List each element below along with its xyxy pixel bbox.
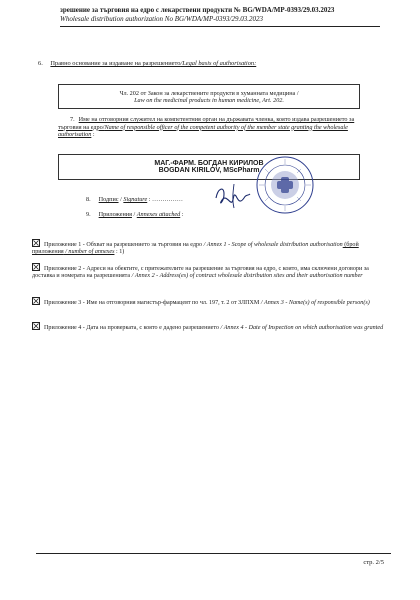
checkbox-checked-icon — [32, 239, 40, 247]
annex-item — [32, 296, 387, 307]
annex-item — [32, 262, 387, 281]
annex-item — [32, 238, 387, 257]
document-header — [60, 6, 400, 27]
section-6 — [38, 60, 256, 67]
annex-3-bg: Приложение 3 - Име на отговорния магистър-фармацевт по чл. 197, т. 2 от ЗЛПХМ — [44, 300, 260, 306]
header-rule — [60, 26, 380, 27]
section-9-label-en: Annexes attached — [136, 211, 181, 218]
section-9-suffix: : — [180, 211, 184, 218]
section-8: 8. Подпис / Signature : …………… — [86, 196, 183, 203]
officer-name-en: BOGDAN KIRILOV, MScPharm — [158, 167, 260, 174]
annex-1-bg: Приложение 1 - Обхват на разрешението за търговия на едро — [44, 242, 203, 248]
checkbox-checked-icon — [32, 263, 40, 271]
checkbox-checked-icon — [32, 297, 40, 305]
officer-name-bg: МАГ.-ФАРМ. БОГДАН КИРИЛОВ — [154, 160, 264, 167]
section-8-dots: : …………… — [147, 196, 183, 203]
section-7 — [58, 116, 358, 139]
section-8-label-en: Signature — [123, 196, 148, 203]
legal-basis-box — [58, 84, 360, 109]
annex-1-extra-en: / number of annexes — [63, 249, 115, 256]
annex-1-extra-bg: (брой приложения — [32, 242, 359, 256]
annex-1-en: / Annex 1 - Scope of wholesale distribution authorisation — [202, 242, 343, 248]
footer-rule — [36, 553, 391, 554]
legal-basis-bg: Чл. 202 от Закон за лекарствените продукти в хуманната медицина / — [119, 89, 299, 97]
section-9-number: 9. — [86, 211, 91, 218]
signature-image — [212, 180, 252, 212]
section-9-label-bg: Приложения — [98, 211, 132, 218]
annex-4-en: / Annex 4 - Date of Inspection on which authorisation was granted — [218, 325, 384, 331]
header-line-en: Wholesale distribution authorization No BG/WDA/MP-0393/29.03.2023 — [60, 15, 263, 23]
annex-item — [32, 321, 387, 332]
official-seal-stamp — [255, 155, 315, 215]
annex-2-bg: Приложение 2 - Адреси на обектите, с притежателите на разрешение за търговия на едро, с които, има сключени договори за доставка и номерата на разрешенията — [32, 266, 369, 280]
legal-basis-en: Law on the medicinal products in human medicine, Art. 202. — [134, 96, 284, 104]
annex-4-bg: Приложение 4 - Дата на проверката, с която е дадено разрешението — [44, 325, 219, 331]
section-7-text-en: Name of responsible officer of the competent authority of the member state granting the wholesale authorisation — [58, 123, 348, 139]
section-6-number: 6. — [38, 60, 43, 67]
section-7-suffix: : — [91, 131, 95, 139]
checkbox-checked-icon — [32, 322, 40, 330]
section-8-number: 8. — [86, 196, 91, 203]
annex-1-extra-val: : 1) — [114, 249, 125, 256]
section-6-label-en: /Legal basis of authorisation: — [180, 60, 257, 67]
section-7-number: 7. — [70, 116, 75, 123]
page-number: стр. 2/5 — [363, 559, 384, 566]
section-6-label-bg: Правно основание за издаване на разрешението — [50, 60, 181, 67]
section-9: 9. Приложения / Annexes attached : — [86, 211, 184, 218]
header-line-bg: зрешение за търговия на едро с лекарствени продукти № BG/WDA/MP-0393/29.03.2023 — [60, 6, 335, 14]
section-8-label-bg: Подпис — [98, 196, 119, 203]
annex-3-en: / Annex 3 - Name(s) of responsible person(s) — [259, 300, 370, 306]
annex-2-en: / Annex 2 - Address(es) of contract wholesale distribution sites and their authorisation number — [130, 273, 363, 280]
section-7-text-bg: Име на отговорния служител на компетентния орган на държавата членка, която издава разрешението за търговия на едро/ — [58, 116, 355, 131]
